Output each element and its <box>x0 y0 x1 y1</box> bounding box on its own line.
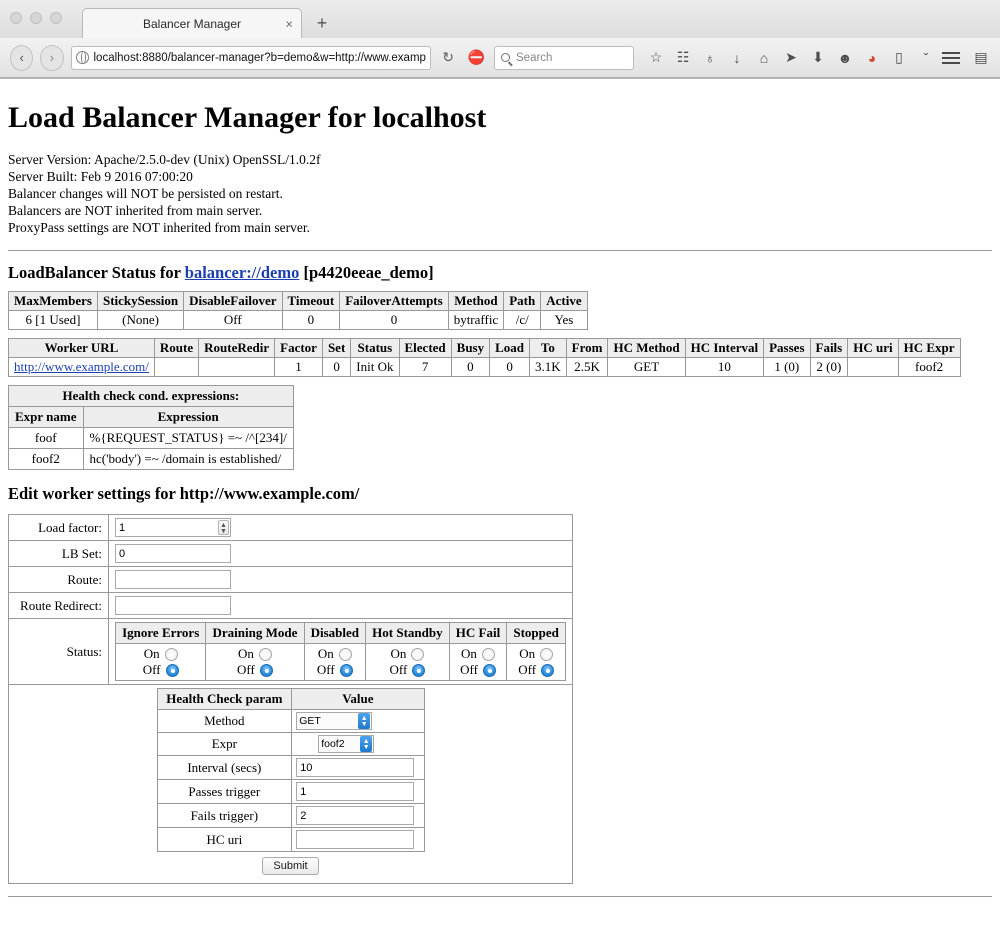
smiley-icon[interactable]: ☻ <box>837 49 853 66</box>
on-label: On <box>461 646 477 661</box>
search-input[interactable] <box>494 46 634 70</box>
reload-icon[interactable]: ↻ <box>442 49 454 65</box>
cell-failoverattempts: 0 <box>340 311 448 330</box>
radio-on[interactable] <box>411 648 424 661</box>
draining-mode-radios <box>206 644 304 681</box>
route-redirect-input[interactable] <box>115 596 231 615</box>
radio-off[interactable] <box>340 664 353 677</box>
reader-icon[interactable]: ☷ <box>676 49 690 65</box>
hc-expressions-table <box>8 385 294 470</box>
chevron-updown-icon[interactable]: ▲ ▼ <box>360 736 372 752</box>
col-maxmembers: MaxMembers <box>9 292 98 311</box>
hc-passes-input[interactable] <box>296 782 414 801</box>
page-content <box>0 79 1000 897</box>
bookmark-star-icon[interactable]: ☆ <box>649 49 663 65</box>
stopped-off-row[interactable] <box>513 662 559 678</box>
hot-standby-on-row[interactable] <box>372 646 443 662</box>
forward-icon[interactable]: › <box>40 45 63 71</box>
route-cell <box>109 567 573 593</box>
col-active: Active <box>541 292 587 311</box>
lb-set-input[interactable] <box>115 544 231 563</box>
stopped-radios <box>507 644 566 681</box>
radio-on[interactable] <box>540 648 553 661</box>
cell-expression: %{REQUEST_STATUS} =~ /^[234]/ <box>83 428 293 449</box>
form-row-route-redirect <box>9 593 573 619</box>
battery-icon[interactable]: ▯ <box>895 49 903 65</box>
server-meta <box>8 151 992 236</box>
on-label: On <box>317 646 334 661</box>
status-label: Status: <box>9 619 109 685</box>
blocked-icon[interactable]: ⛔ <box>467 49 486 65</box>
hc-fail-off-row[interactable] <box>456 662 501 678</box>
hc-expressions-caption: Health check cond. expressions: <box>9 386 294 407</box>
table-row <box>157 804 424 828</box>
cell-hc-uri <box>848 358 898 377</box>
table-row <box>157 828 424 852</box>
hot-standby-off-row[interactable] <box>372 662 443 678</box>
cell-expr-name: foof <box>9 428 84 449</box>
col-routeredir: RouteRedir <box>199 339 275 358</box>
hc-expr-select-wrap[interactable] <box>318 735 374 753</box>
cell-status: Init Ok <box>351 358 399 377</box>
menu-area <box>942 49 990 67</box>
col-factor: Factor <box>275 339 323 358</box>
status-radio-row <box>116 644 566 681</box>
address-bar[interactable] <box>71 46 431 70</box>
col-stopped: Stopped <box>507 623 566 644</box>
col-stickysession: StickySession <box>97 292 183 311</box>
zoom-window-button[interactable] <box>50 12 62 24</box>
load-factor-input[interactable] <box>115 518 231 537</box>
meta-line: Server Version: Apache/2.5.0-dev (Unix) OpenSSL/1.0.2f <box>8 152 321 167</box>
cell-from: 2.5K <box>566 358 608 377</box>
col-hc-interval: HC Interval <box>685 339 764 358</box>
off-label: Off <box>142 662 161 677</box>
off-label: Off <box>237 662 255 677</box>
heading-suffix: [p4420eeae_demo] <box>299 263 434 282</box>
form-row-route <box>9 567 573 593</box>
col-disablefailover: DisableFailover <box>184 292 282 311</box>
cell-disablefailover: Off <box>184 311 282 330</box>
radio-on[interactable] <box>259 648 272 661</box>
hc-uri-cell <box>292 828 424 852</box>
worker-settings-form <box>8 514 573 884</box>
form-row-lb-set <box>9 541 573 567</box>
col-failoverattempts: FailoverAttempts <box>340 292 448 311</box>
meta-line: Balancer changes will NOT be persisted on restart. <box>8 186 283 201</box>
cell-load: 0 <box>490 358 530 377</box>
cell-hc-method: GET <box>608 358 685 377</box>
col-expr-name: Expr name <box>9 407 84 428</box>
load-factor-cell <box>109 515 573 541</box>
stepper-arrows-icon[interactable]: ▲ ▼ <box>218 520 229 535</box>
route-redirect-label: Route Redirect: <box>9 593 109 619</box>
on-label: On <box>390 646 407 661</box>
submit-button[interactable]: Submit <box>262 857 318 875</box>
col-hc-expr: HC Expr <box>898 339 960 358</box>
on-label: On <box>237 646 254 661</box>
close-window-button[interactable] <box>10 12 22 24</box>
radio-on[interactable] <box>482 648 495 661</box>
url-text: localhost:8880/balancer-manager?b=demo&w=http://www.examp <box>93 51 426 64</box>
table-row <box>157 780 424 804</box>
radio-off[interactable] <box>483 664 496 677</box>
tab-strip <box>82 0 336 38</box>
radio-off[interactable] <box>166 664 179 677</box>
cell-hc-expr: foof2 <box>898 358 960 377</box>
menu-icon[interactable] <box>942 52 960 64</box>
submit-row <box>15 852 566 880</box>
cell-to: 3.1K <box>530 358 567 377</box>
radio-off[interactable] <box>541 664 554 677</box>
hc-interval-input[interactable] <box>296 758 414 777</box>
col-disabled: Disabled <box>304 623 366 644</box>
col-route: Route <box>154 339 198 358</box>
form-row-status <box>9 619 573 685</box>
bottom-divider <box>8 896 992 897</box>
ignore-errors-radios <box>116 644 206 681</box>
hc-expr-label: Expr <box>157 733 292 756</box>
table-row <box>157 756 424 780</box>
browser-chrome <box>0 0 1000 79</box>
heading-prefix: LoadBalancer Status for <box>8 263 185 282</box>
radio-on[interactable] <box>339 648 352 661</box>
cell-hc-interval: 10 <box>685 358 764 377</box>
radio-off[interactable] <box>260 664 273 677</box>
navigation-toolbar <box>0 38 1000 78</box>
status-cell <box>109 619 573 685</box>
page-title: Load Balancer Manager for localhost <box>8 101 487 134</box>
disabled-on-row[interactable] <box>311 646 360 662</box>
table-row <box>9 358 961 377</box>
load-factor-stepper[interactable] <box>115 518 231 537</box>
toolbar-icons <box>647 49 935 67</box>
col-load: Load <box>490 339 530 358</box>
route-redirect-cell <box>109 593 573 619</box>
cell-path: /c/ <box>504 311 541 330</box>
cell-expr-name: foof2 <box>9 449 84 470</box>
globe-icon <box>76 51 89 64</box>
cell-stickysession: (None) <box>97 311 183 330</box>
window-controls[interactable] <box>10 12 62 24</box>
cell-passes: 1 (0) <box>764 358 810 377</box>
col-from: From <box>566 339 608 358</box>
hc-passes-cell <box>292 780 424 804</box>
col-hc-fail: HC Fail <box>449 623 507 644</box>
send-icon[interactable]: ➤ <box>785 49 797 65</box>
healthcheck-param-table <box>157 688 425 852</box>
meta-line: Server Built: Feb 9 2016 07:00:20 <box>8 169 193 184</box>
stopped-on-row[interactable] <box>513 646 559 662</box>
cell-route <box>154 358 198 377</box>
library-icon[interactable]: ▤ <box>974 49 988 65</box>
home-icon[interactable]: ⌂ <box>759 49 769 66</box>
ignore-errors-off-row[interactable] <box>122 662 199 678</box>
cell-routeredir <box>199 358 275 377</box>
hc-passes-label: Passes trigger <box>157 780 292 804</box>
loadbalancer-status-heading <box>8 263 992 283</box>
close-icon[interactable]: × <box>285 16 293 31</box>
col-hc-method: HC Method <box>608 339 685 358</box>
download-icon[interactable]: ↓ <box>733 49 741 66</box>
chevron-updown-icon[interactable]: ▲ ▼ <box>358 713 370 729</box>
worker-table <box>8 338 961 377</box>
col-timeout: Timeout <box>282 292 340 311</box>
tab-balancer-manager[interactable] <box>82 8 302 38</box>
pocket-icon[interactable]: ⬇ <box>812 49 824 65</box>
table-header-row <box>9 407 294 428</box>
col-fails: Fails <box>810 339 848 358</box>
ignore-errors-on-row[interactable] <box>122 646 199 662</box>
chevron-down-icon[interactable]: ˇ <box>923 49 929 66</box>
table-row <box>157 733 424 756</box>
disabled-radios <box>304 644 366 681</box>
new-tab-button[interactable]: + <box>316 12 328 33</box>
radio-off[interactable] <box>412 664 425 677</box>
cell-active: Yes <box>541 311 587 330</box>
load-factor-label: Load factor: <box>9 515 109 541</box>
cell-fails: 2 (0) <box>810 358 848 377</box>
cell-timeout: 0 <box>282 311 340 330</box>
cell-expression: hc('body') =~ /domain is established/ <box>83 449 293 470</box>
off-label: Off <box>389 662 408 677</box>
cell-method: bytraffic <box>448 311 504 330</box>
table-header-row <box>9 339 961 358</box>
col-elected: Elected <box>399 339 451 358</box>
col-path: Path <box>504 292 541 311</box>
table-row <box>9 449 294 470</box>
minimize-window-button[interactable] <box>30 12 42 24</box>
table-header-row <box>9 292 588 311</box>
col-busy: Busy <box>451 339 489 358</box>
healthcheck-cell <box>9 685 573 884</box>
col-draining-mode: Draining Mode <box>206 623 304 644</box>
color-icon[interactable]: ◕ <box>867 49 877 66</box>
col-to: To <box>530 339 567 358</box>
col-expression: Expression <box>83 407 293 428</box>
balancer-table <box>8 291 588 330</box>
radio-on[interactable] <box>165 648 178 661</box>
cell-worker-url[interactable] <box>9 358 155 377</box>
hc-fail-radios <box>449 644 507 681</box>
hc-method-select-wrap[interactable] <box>296 712 372 730</box>
table-row <box>9 311 588 330</box>
col-worker-url: Worker URL <box>9 339 155 358</box>
hc-method-cell <box>292 710 424 733</box>
on-label: On <box>519 646 536 661</box>
col-hot-standby: Hot Standby <box>366 623 450 644</box>
table-caption-row <box>9 386 294 407</box>
hc-fail-on-row[interactable] <box>456 646 501 662</box>
hc-uri-label: HC uri <box>157 828 292 852</box>
route-input[interactable] <box>115 570 231 589</box>
col-passes: Passes <box>764 339 810 358</box>
route-label: Route: <box>9 567 109 593</box>
off-label: Off <box>460 662 478 677</box>
hc-interval-cell <box>292 756 424 780</box>
search-placeholder: Search <box>516 51 553 64</box>
worker-url-link[interactable]: http://www.example.com/ <box>14 359 149 374</box>
title-bar <box>0 0 1000 38</box>
on-label: On <box>143 646 160 661</box>
form-row-load-factor <box>9 515 573 541</box>
col-method: Method <box>448 292 504 311</box>
draining-off-row[interactable] <box>212 662 297 678</box>
lb-set-label: LB Set: <box>9 541 109 567</box>
edit-worker-heading: Edit worker settings for http://www.example.com/ <box>8 484 360 503</box>
search-icon <box>501 53 510 62</box>
col-hc-uri: HC uri <box>848 339 898 358</box>
shield-icon[interactable]: ♁ <box>704 49 716 66</box>
hc-fails-label: Fails trigger) <box>157 804 292 828</box>
table-row <box>157 710 424 733</box>
hc-fails-input[interactable] <box>296 806 414 825</box>
cell-maxmembers: 6 [1 Used] <box>9 311 98 330</box>
cell-busy: 0 <box>451 358 489 377</box>
col-set: Set <box>322 339 350 358</box>
hc-method-label: Method <box>157 710 292 733</box>
off-label: Off <box>316 662 335 677</box>
cell-elected: 7 <box>399 358 451 377</box>
col-hc-value: Value <box>292 689 424 710</box>
form-row-healthcheck <box>9 685 573 884</box>
hc-interval-label: Interval (secs) <box>157 756 292 780</box>
disabled-off-row[interactable] <box>311 662 360 678</box>
balancer-link[interactable]: balancer://demo <box>184 263 300 282</box>
draining-on-row[interactable] <box>212 646 297 662</box>
off-label: Off <box>518 662 537 677</box>
meta-line: Balancers are NOT inherited from main server. <box>8 203 263 218</box>
lb-set-cell <box>109 541 573 567</box>
divider <box>8 250 992 251</box>
col-hc-param: Health Check param <box>157 689 292 710</box>
back-icon[interactable]: ‹ <box>10 45 33 71</box>
hc-expr-cell <box>292 733 424 756</box>
hc-fails-cell <box>292 804 424 828</box>
hot-standby-radios <box>366 644 450 681</box>
cell-factor: 1 <box>275 358 323 377</box>
cell-set: 0 <box>322 358 350 377</box>
status-toggle-table <box>115 622 566 681</box>
status-header-row <box>116 623 566 644</box>
tab-label: Balancer Manager <box>142 16 242 31</box>
col-ignore-errors: Ignore Errors <box>116 623 206 644</box>
table-header-row <box>157 689 424 710</box>
meta-line: ProxyPass settings are NOT inherited from main server. <box>8 220 310 235</box>
col-status: Status <box>351 339 399 358</box>
table-row <box>9 428 294 449</box>
hc-uri-input[interactable] <box>296 830 414 849</box>
